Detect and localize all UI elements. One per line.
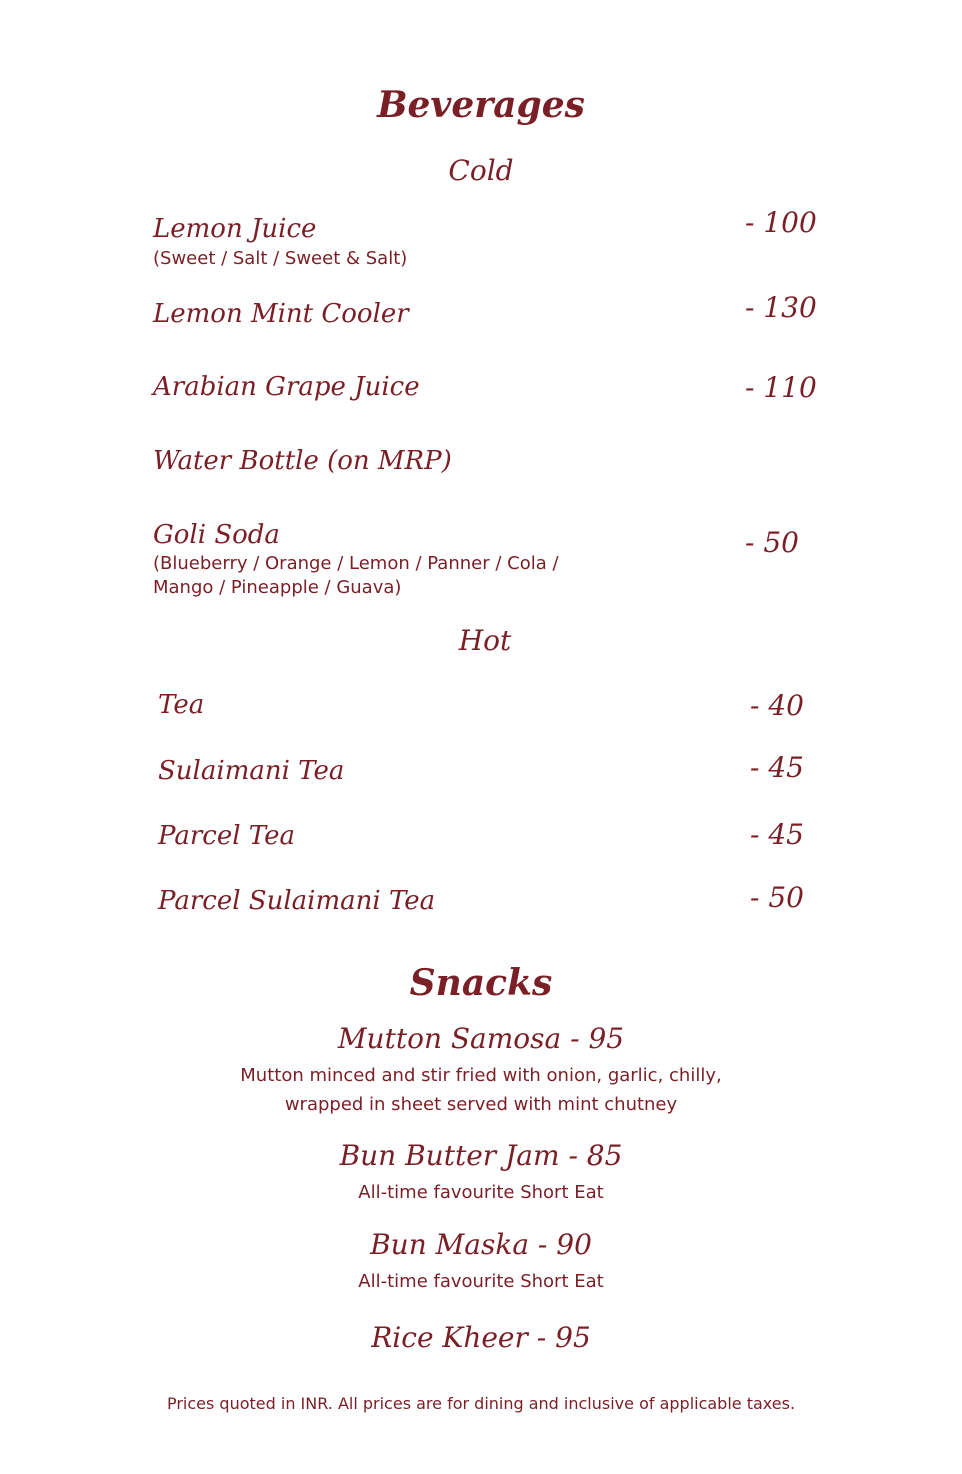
- item-name-tea: Tea: [158, 690, 205, 720]
- snack-desc-mutton-samosa-line2: wrapped in sheet served with mint chutney: [284, 1094, 678, 1115]
- item-name-arabian-grape-juice: Arabian Grape Juice: [153, 372, 420, 402]
- snack-desc-mutton-samosa-line1: Mutton minced and stir fried with onion, garlic, chilly,: [240, 1065, 722, 1086]
- item-price-parcel-sulaimani-tea: - 50: [750, 881, 804, 914]
- item-name-water-bottle: Water Bottle (on MRP): [153, 446, 452, 476]
- snack-name-rice-kheer: Rice Kheer - 95: [371, 1321, 591, 1354]
- snack-name-mutton-samosa: Mutton Samosa - 95: [337, 1022, 625, 1055]
- item-price-goli-soda: - 50: [745, 526, 799, 559]
- footer-note: Prices quoted in INR. All prices are for dining and inclusive of applicable taxes.: [166, 1394, 796, 1413]
- snack-name-bun-maska: Bun Maska - 90: [370, 1228, 592, 1261]
- item-name-lemon-juice: Lemon Juice: [153, 214, 317, 244]
- cold-subheading: Cold: [448, 154, 514, 187]
- item-name-parcel-sulaimani-tea: Parcel Sulaimani Tea: [158, 886, 436, 916]
- item-desc-lemon-juice: (Sweet / Salt / Sweet & Salt): [153, 248, 408, 269]
- hot-subheading: Hot: [458, 624, 512, 657]
- item-price-lemon-juice: - 100: [745, 206, 817, 239]
- snack-desc-bun-maska: All-time favourite Short Eat: [358, 1271, 604, 1292]
- beverages-heading: Beverages: [377, 84, 585, 126]
- item-name-lemon-mint-cooler: Lemon Mint Cooler: [153, 299, 409, 329]
- snack-desc-bun-butter-jam: All-time favourite Short Eat: [358, 1182, 604, 1203]
- item-name-parcel-tea: Parcel Tea: [158, 821, 295, 851]
- item-name-sulaimani-tea: Sulaimani Tea: [158, 756, 345, 786]
- item-desc-goli-soda-line1: (Blueberry / Orange / Lemon / Panner / Cola /: [153, 553, 559, 574]
- snack-name-bun-butter-jam: Bun Butter Jam - 85: [339, 1139, 623, 1172]
- item-price-tea: - 40: [750, 689, 804, 722]
- item-desc-goli-soda-line2: Mango / Pineapple / Guava): [153, 577, 402, 598]
- item-price-sulaimani-tea: - 45: [750, 751, 804, 784]
- item-name-goli-soda: Goli Soda: [153, 520, 280, 550]
- item-price-arabian-grape-juice: - 110: [745, 371, 817, 404]
- item-price-lemon-mint-cooler: - 130: [745, 291, 817, 324]
- item-price-parcel-tea: - 45: [750, 818, 804, 851]
- snacks-heading: Snacks: [409, 962, 553, 1004]
